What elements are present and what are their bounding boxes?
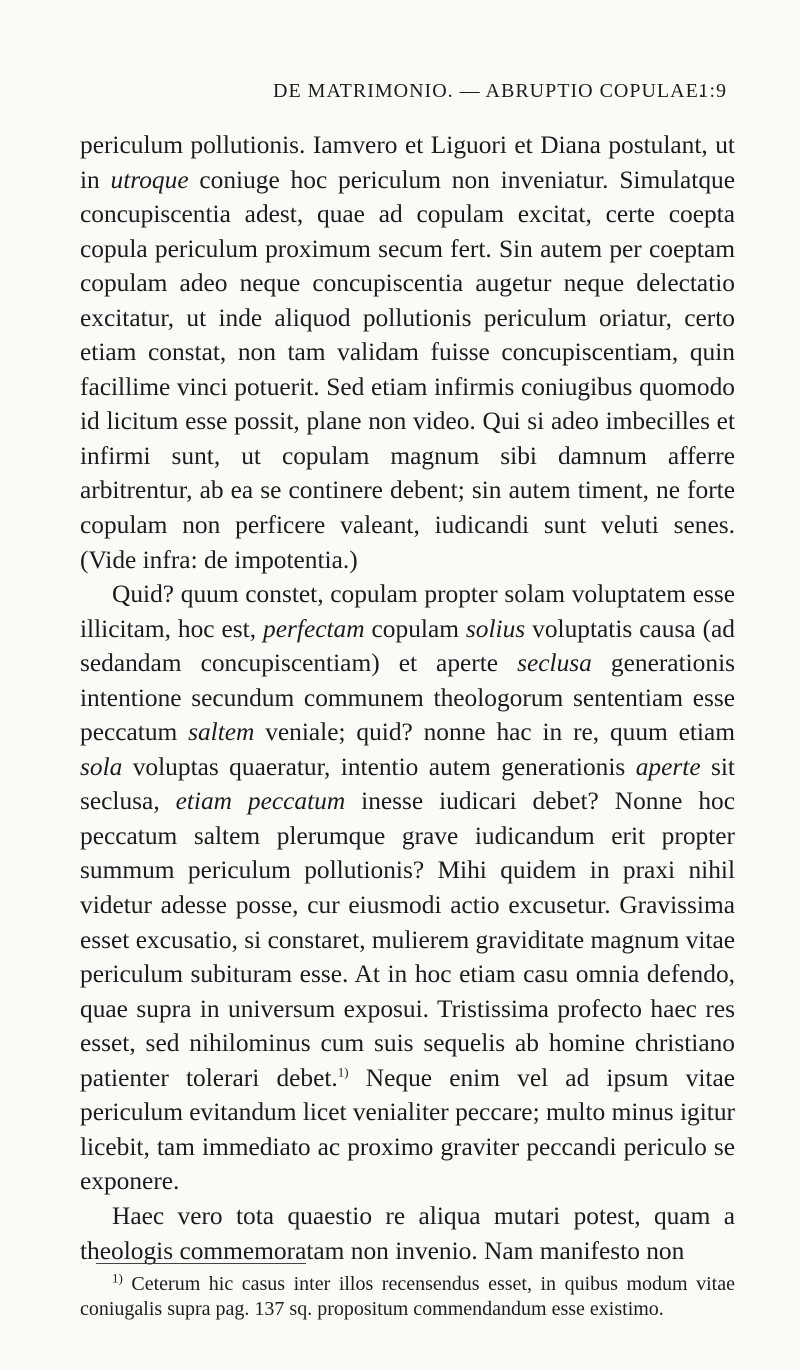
italic-text: seclusa	[517, 649, 592, 678]
text-run: copulam	[364, 614, 466, 643]
footnote-rule	[96, 1263, 306, 1264]
footnote	[80, 1272, 735, 1322]
italic-text: solius	[465, 614, 526, 643]
italic-text: utroque	[110, 165, 189, 194]
paragraph	[80, 577, 735, 1199]
footnote-reference: 1)	[337, 1064, 349, 1080]
footnote-marker: 1)	[112, 1270, 123, 1286]
text-run: voluptatis causa (ad sedandam concupiscentiam) et aperte	[80, 614, 736, 678]
text-run: veniale; quid? nonne hac in re, quum etiam	[254, 718, 735, 747]
running-title: DE MATRIMONIO. — ABRUPTIO COPULAE.	[273, 80, 705, 102]
italic-text: etiam peccatum	[175, 787, 346, 816]
text-run: voluptas quaeratur, intentio autem generationis	[122, 752, 636, 781]
italic-text: aperte	[635, 752, 701, 781]
italic-text: saltem	[188, 718, 255, 747]
running-header	[95, 80, 727, 110]
text-run: inesse iudicari debet? Nonne hoc peccatum saltem plerumque grave iudicandum erit propter summum periculum pollutionis? Mihi quidem in praxi nihil videtur adesse posse, cur eiusmodi actio excusetur. Gravissima esset excusatio, si constaret, mulierem graviditate magnum vitae periculum subituram esse. At in hoc etiam casu omnia defendo, quae supra in universum exposui. Tristissima profecto haec res esset, sed nihilominus cum suis sequelis ab homine christiano patienter tolerari debet.	[80, 787, 736, 1092]
italic-text: sola	[80, 752, 123, 781]
text-run: Neque enim vel ad ipsum vitae periculum evitandum licet venialiter peccare; multo minus igitur licebit, tam immediato ac proximo graviter peccandi periculo se exponere.	[80, 1063, 736, 1196]
text-run: periculum pollutionis. Iamvero et Liguori et Diana postulant, ut in	[80, 131, 735, 194]
italic-text: perfectam	[263, 614, 365, 643]
paragraph	[80, 1199, 735, 1268]
page-number: 1:9	[698, 80, 727, 102]
text-run: sit seclusa,	[80, 752, 735, 816]
text-run: Quid? quum constet, copulam propter solam voluptatem esse illicitam, hoc est,	[80, 580, 735, 643]
text-run: coniuge hoc periculum non inveniatur. Simulatque concupiscentia adest, quae ad copulam excitat, certe coepta copula periculum proximum secum fert. Sin autem per coeptam copulam adeo neque concupiscentia augetur neque delectatio excitatur, ut inde aliquod pollutionis periculum oriatur, certo etiam constat, non tam validam fuisse concupiscentiam, quin facillime vinci potuerit. Sed etiam infirmis coniugibus quomodo id licitum esse possit, plane non video. Qui si adeo imbecilles et infirmi sunt, ut copulam magnum sibi damnum afferre arbitrentur, ab ea se continere debent; sin autem timent, ne forte copulam non perficere valeant, iudicandi sunt veluti senes. (Vide infra: de impotentia.)	[80, 165, 735, 574]
footnote-text: Ceterum hic casus inter illos recensendus esset, in quibus modum vitae coniugalis supra pag. 137 sq. propositum commendandum esse existimo.	[80, 1273, 735, 1320]
text-run: generationis intentione secundum communem theologorum sententiam esse peccatum	[80, 649, 736, 747]
paragraph	[80, 128, 735, 577]
text-run: Haec vero tota quaestio re aliqua mutari potest, quam a theologis commemoratam non invenio. Nam manifesto non	[80, 1201, 735, 1265]
main-text	[80, 128, 735, 1268]
